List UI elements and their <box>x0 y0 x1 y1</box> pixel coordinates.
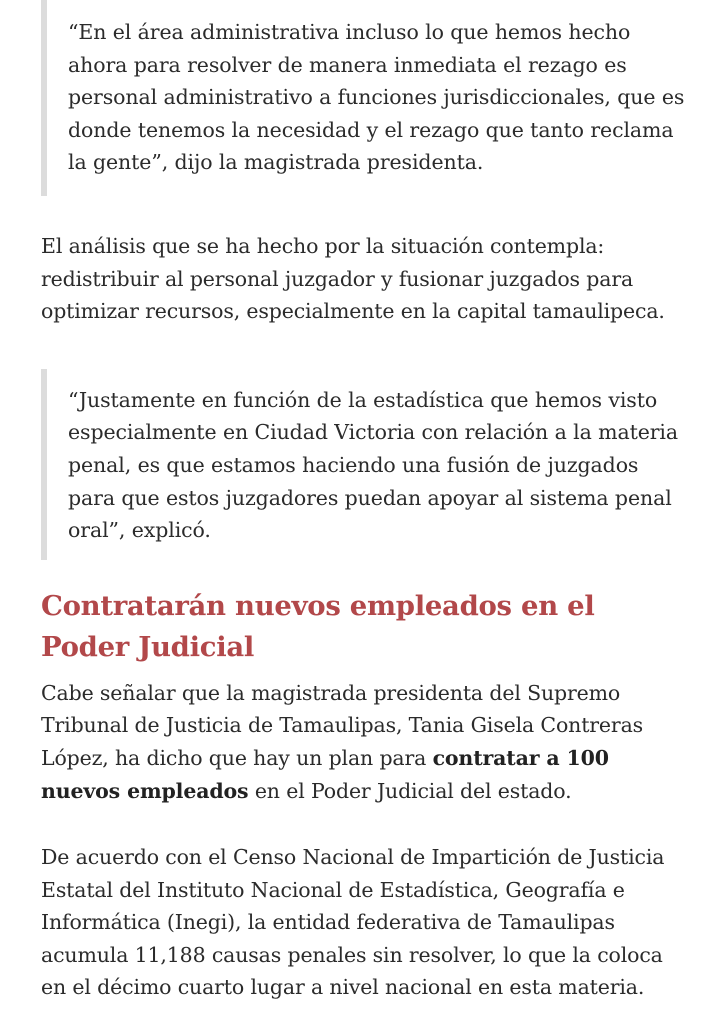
paragraph-3: De acuerdo con el Censo Nacional de Impartición de Justicia Estatal del Instituto Nacional de Estadística, Geografía e Informática (Inegi), la entidad federativa de Tamaulipas acumula 11,188 causas penales sin resolver, lo que la coloca en el décimo cuarto lugar a nivel nacional en esta materia. <box>41 845 665 1000</box>
paragraph-2-text-start: Cabe señalar que la magistrada presidenta del Supremo Tribunal de Justicia de Tamaulipas, Tania Gisela Contreras López, ha dicho que hay un plan para <box>41 680 644 770</box>
paragraph-2 <box>41 677 691 807</box>
section-heading: Contratarán nuevos empleados en el Poder Judicial <box>41 589 595 663</box>
blockquote-2-text: “Justamente en función de la estadística que hemos visto especialmente en Ciudad Victoria con relación a la materia penal, es que estamos haciendo una fusión de juzgados para que estos juzgadores puedan apoyar al sistema penal oral”, explicó. <box>68 387 679 543</box>
paragraph-2-bold-text: contratar a 100 nuevos empleados <box>41 745 609 803</box>
paragraph-2-text-end: en el Poder Judicial del estado. <box>248 778 572 803</box>
paragraph-1: El análisis que se ha hecho por la situación contempla: redistribuir al personal juzgador y fusionar juzgados para optimizar recursos, especialmente en la capital tamaulipeca. <box>41 233 665 324</box>
blockquote-2 <box>41 369 691 560</box>
article-body <box>41 0 691 1004</box>
blockquote-1 <box>41 0 691 196</box>
blockquote-1-text: “En el área administrativa incluso lo que hemos hecho ahora para resolver de manera inmediata el rezago es personal administrativo a funciones jurisdiccionales, que es donde tenemos la necesidad y el rezago que tanto reclama la gente”, dijo la magistrada presidenta. <box>68 20 685 175</box>
